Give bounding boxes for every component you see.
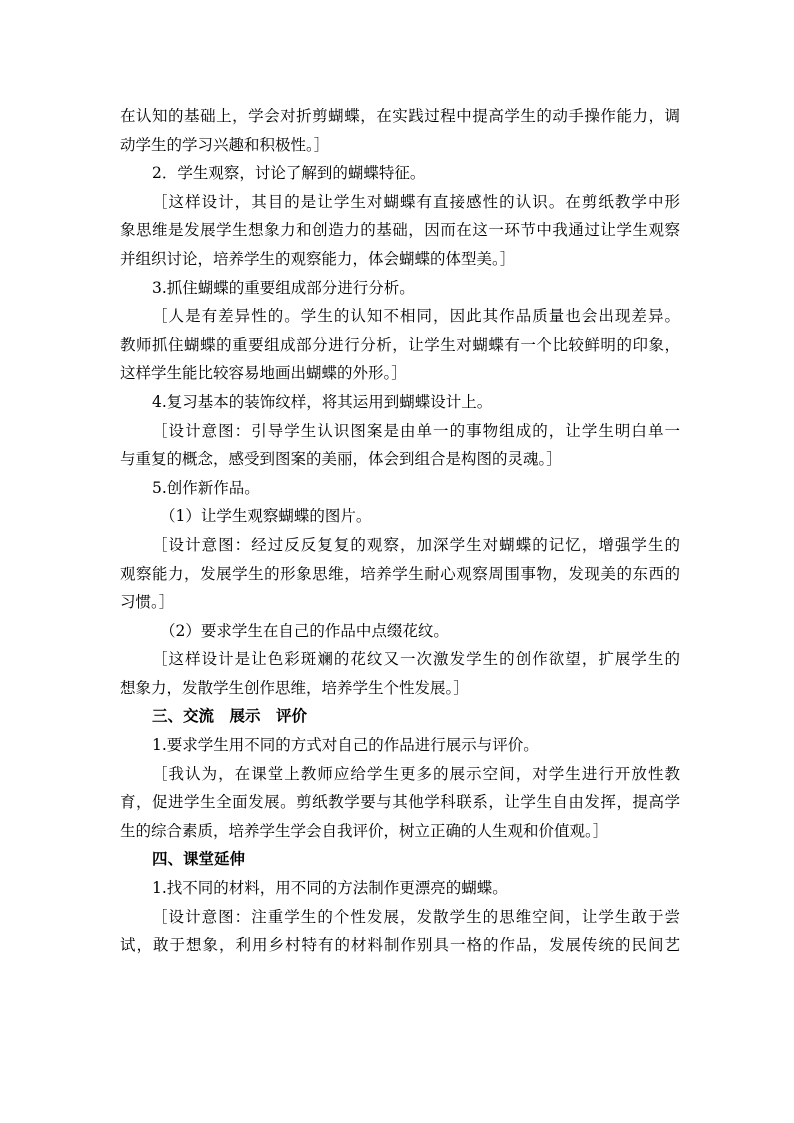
section-heading: 三、交流 展示 评价 [152, 706, 308, 726]
section-heading: 四、课堂延伸 [152, 849, 246, 869]
text-line: ［人是有差异性的。学生的认知不相同，因此其作品质量也会出现差异。 [152, 307, 680, 326]
text-line: ［这样设计，其目的是让学生对蝴蝶有直接感性的认识。在剪纸教学中形 [152, 192, 680, 211]
text-line: 观察能力，发展学生的形象思维，培养学生耐心观察周围事物，发现美的东西的 [120, 564, 680, 583]
text-line: 这样学生能比较容易地画出蝴蝶的外形。］ [120, 364, 407, 383]
text-line: 3.抓住蝴蝶的重要组成部分进行分析。 [152, 278, 415, 297]
text-line: 1.找不同的材料，用不同的方法制作更漂亮的蝴蝶。 [152, 879, 508, 898]
text-line: 5.创作新作品。 [152, 478, 260, 497]
text-line: ［这样设计是让色彩斑斓的花纹又一次激发学生的创作欲望，扩展学生的 [152, 650, 680, 669]
text-line: ［设计意图：引导学生认识图案是由单一的事物组成的，让学生明白单一 [152, 421, 680, 440]
text-line: （1）让学生观察蝴蝶的图片。 [160, 507, 372, 526]
text-line: 4.复习基本的装饰纹样，将其运用到蝴蝶设计上。 [152, 392, 493, 411]
text-line: 1.要求学生用不同的方式对自己的作品进行展示与评价。 [152, 736, 539, 755]
text-line: 并组织讨论，培养学生的观察能力，体会蝴蝶的体型美。］ [120, 249, 516, 268]
text-line: 与重复的概念，感受到图案的美丽，体会到组合是构图的灵魂。］ [120, 450, 562, 469]
text-line: 想象力，发散学生创作思维，培养学生个性发展。］ [120, 678, 469, 697]
text-line: 教师抓住蝴蝶的重要组成部分进行分析，让学生对蝴蝶有一个比较鲜明的印象， [120, 335, 680, 354]
text-line: 动学生的学习兴趣和积极性。］ [120, 135, 330, 154]
text-line: 育，促进学生全面发展。剪纸教学要与其他学科联系，让学生自由发挥，提高学 [120, 793, 680, 812]
text-line: 试，敢于想象，利用乡村特有的材料制作别具一格的作品，发展传统的民间艺 [120, 936, 680, 955]
text-line: 2．学生观察，讨论了解到的蝴蝶特征。 [152, 164, 426, 183]
text-line: 在认知的基础上，学会对折剪蝴蝶，在实践过程中提高学生的动手操作能力，调 [120, 107, 680, 125]
text-line: ［设计意图：经过反反复复的观察，加深学生对蝴蝶的记忆，增强学生的 [152, 535, 680, 554]
document-body [120, 102, 680, 960]
text-line: ［设计意图：注重学生的个性发展，发散学生的思维空间，让学生敢于尝 [152, 907, 680, 926]
text-line: （2）要求学生在自己的作品中点缀花纹。 [160, 621, 449, 640]
text-line: 生的综合素质，培养学生学会自我评价，树立正确的人生观和价值观。］ [120, 821, 609, 840]
text-line: ［我认为，在课堂上教师应给学生更多的展示空间，对学生进行开放性教 [152, 764, 680, 783]
text-line: 习惯。］ [120, 593, 175, 612]
text-line: 象思维是发展学生想象力和创造力的基础，因而在这一环节中我通过让学生观察 [120, 221, 680, 240]
